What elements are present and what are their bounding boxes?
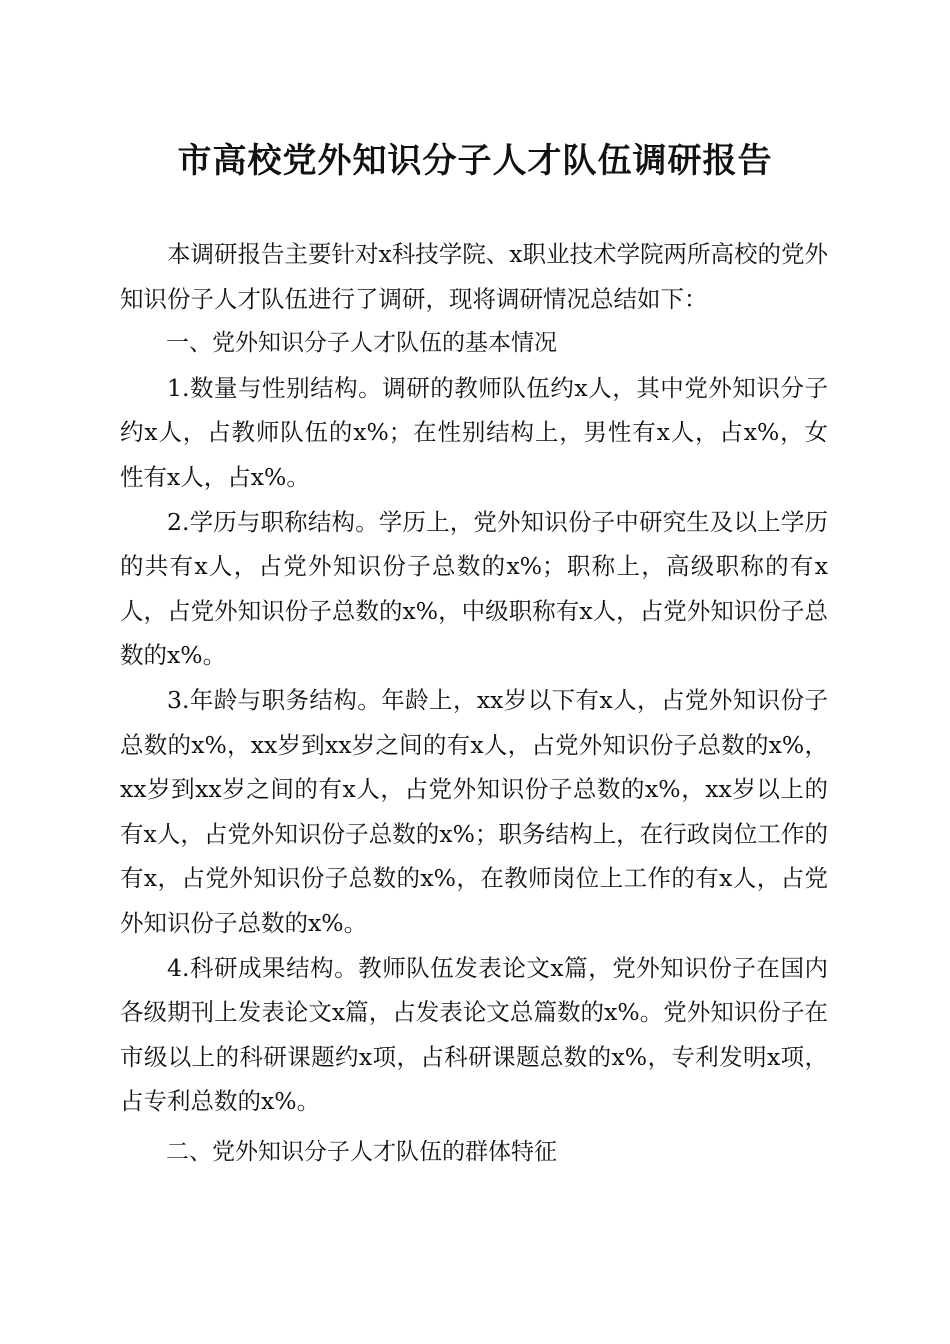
paragraph-research-output: 4.科研成果结构。教师队伍发表论文x篇，党外知识份子在国内各级期刊上发表论文x篇，占发表论文总篇数的x%。党外知识份子在市级以上的科研课题约x项，占科研课题总数的x%，专利发明x项，占专利总数的x%。 — [120, 953, 828, 1116]
document-body — [120, 232, 828, 1174]
paragraph-quantity-gender: 1.数量与性别结构。调研的教师队伍约x人，其中党外知识分子约x人，占教师队伍的x%；在性别结构上，男性有x人，占x%，女性有x人，占x%。 — [120, 373, 828, 491]
section-heading-group-features: 二、党外知识分子人才队伍的群体特征 — [166, 1138, 557, 1165]
section-heading-basic-situation: 一、党外知识分子人才队伍的基本情况 — [166, 330, 557, 357]
paragraph-age-position: 3.年龄与职务结构。年龄上，xx岁以下有x人，占党外知识份子总数的x%，xx岁到xx岁之间的有x人，占党外知识份子总数的x%，xx岁到xx岁之间的有x人，占党外知识份子总数的x%，xx岁以上的有x人，占党外知识份子总数的x%；职务结构上，在行政岗位工作的有x，占党外知识份子总数的x%，在教师岗位上工作的有x人，占党外知识份子总数的x%。 — [120, 685, 828, 937]
paragraph-education-title: 2.学历与职称结构。学历上，党外知识份子中研究生及以上学历的共有x人，占党外知识份子总数的x%；职称上，高级职称的有x人，占党外知识份子总数的x%，中级职称有x人，占党外知识份子总数的x%。 — [120, 507, 828, 670]
intro-paragraph: 本调研报告主要针对x科技学院、x职业技术学院两所高校的党外知识份子人才队伍进行了调研，现将调研情况总结如下： — [120, 240, 829, 313]
document-title: 市高校党外知识分子人才队伍调研报告 — [177, 141, 773, 181]
